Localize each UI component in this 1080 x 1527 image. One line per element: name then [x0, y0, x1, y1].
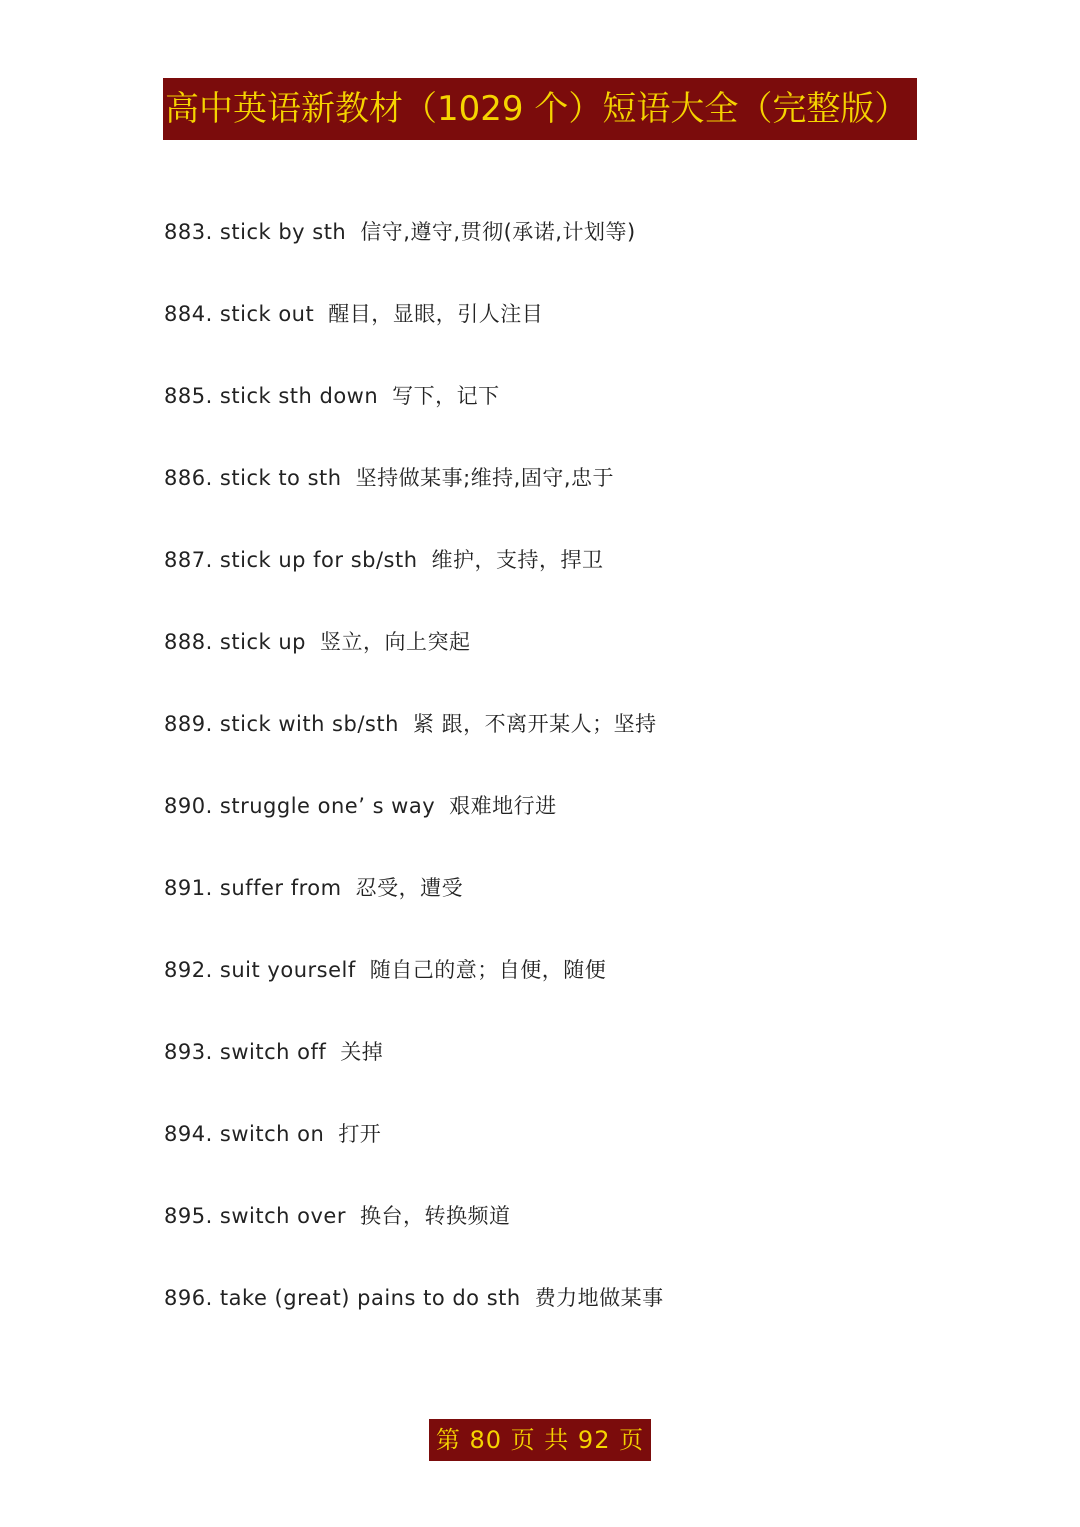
- phrase-chinese: 费力地做某事: [534, 1286, 664, 1310]
- page-number-footer: 第 80 页 共 92 页: [429, 1419, 651, 1461]
- phrase-english: 884. stick out: [164, 302, 315, 326]
- list-item: [164, 212, 964, 294]
- phrase-english: 889. stick with sb/sth: [164, 712, 399, 736]
- list-item: [164, 376, 964, 458]
- phrase-chinese: 写下，记下: [392, 384, 500, 408]
- phrase-chinese: 忍受，遭受: [355, 876, 464, 900]
- list-item: [164, 1114, 964, 1196]
- phrase-chinese: 维护，支持，捍卫: [431, 548, 604, 572]
- list-item: [164, 950, 964, 1032]
- phrase-chinese: 竖立，向上突起: [319, 630, 471, 654]
- phrase-english: 896. take (great) pains to do sth: [164, 1286, 521, 1310]
- list-item: [164, 622, 964, 704]
- phrase-english: 894. switch on: [164, 1122, 325, 1146]
- phrase-chinese: 坚持做某事;维持,固守,忠于: [355, 466, 615, 490]
- phrase-chinese: 打开: [338, 1122, 382, 1146]
- list-item: [164, 540, 964, 622]
- list-item: [164, 704, 964, 786]
- phrase-english: 886. stick to sth: [164, 466, 342, 490]
- phrase-chinese: 紧 跟，不离开某人；坚持: [412, 712, 657, 736]
- phrase-english: 893. switch off: [164, 1040, 327, 1064]
- list-item: [164, 1032, 964, 1114]
- phrase-english: 892. suit yourself: [164, 958, 356, 982]
- phrase-chinese: 换台，转换频道: [359, 1204, 511, 1228]
- page-title: 高中英语新教材（1029 个）短语大全（完整版）: [163, 78, 917, 140]
- list-item: [164, 786, 964, 868]
- phrase-english: 895. switch over: [164, 1204, 346, 1228]
- phrase-english: 885. stick sth down: [164, 384, 379, 408]
- list-item: [164, 458, 964, 540]
- phrase-english: 888. stick up: [164, 630, 306, 654]
- phrase-english: 883. stick by sth: [164, 220, 347, 244]
- phrase-chinese: 关掉: [340, 1040, 384, 1064]
- phrase-chinese: 信守,遵守,贯彻(承诺,计划等): [360, 220, 636, 244]
- phrase-english: 887. stick up for sb/sth: [164, 548, 418, 572]
- list-item: [164, 1196, 964, 1278]
- phrase-chinese: 艰难地行进: [449, 794, 557, 818]
- phrase-chinese: 随自己的意；自便，随便: [369, 958, 607, 982]
- phrase-list: [164, 212, 964, 1360]
- list-item: [164, 1278, 964, 1360]
- list-item: [164, 294, 964, 376]
- list-item: [164, 868, 964, 950]
- phrase-english: 890. struggle one’ s way: [164, 794, 436, 818]
- phrase-chinese: 醒目，显眼，引人注目: [328, 302, 544, 326]
- phrase-english: 891. suffer from: [164, 876, 342, 900]
